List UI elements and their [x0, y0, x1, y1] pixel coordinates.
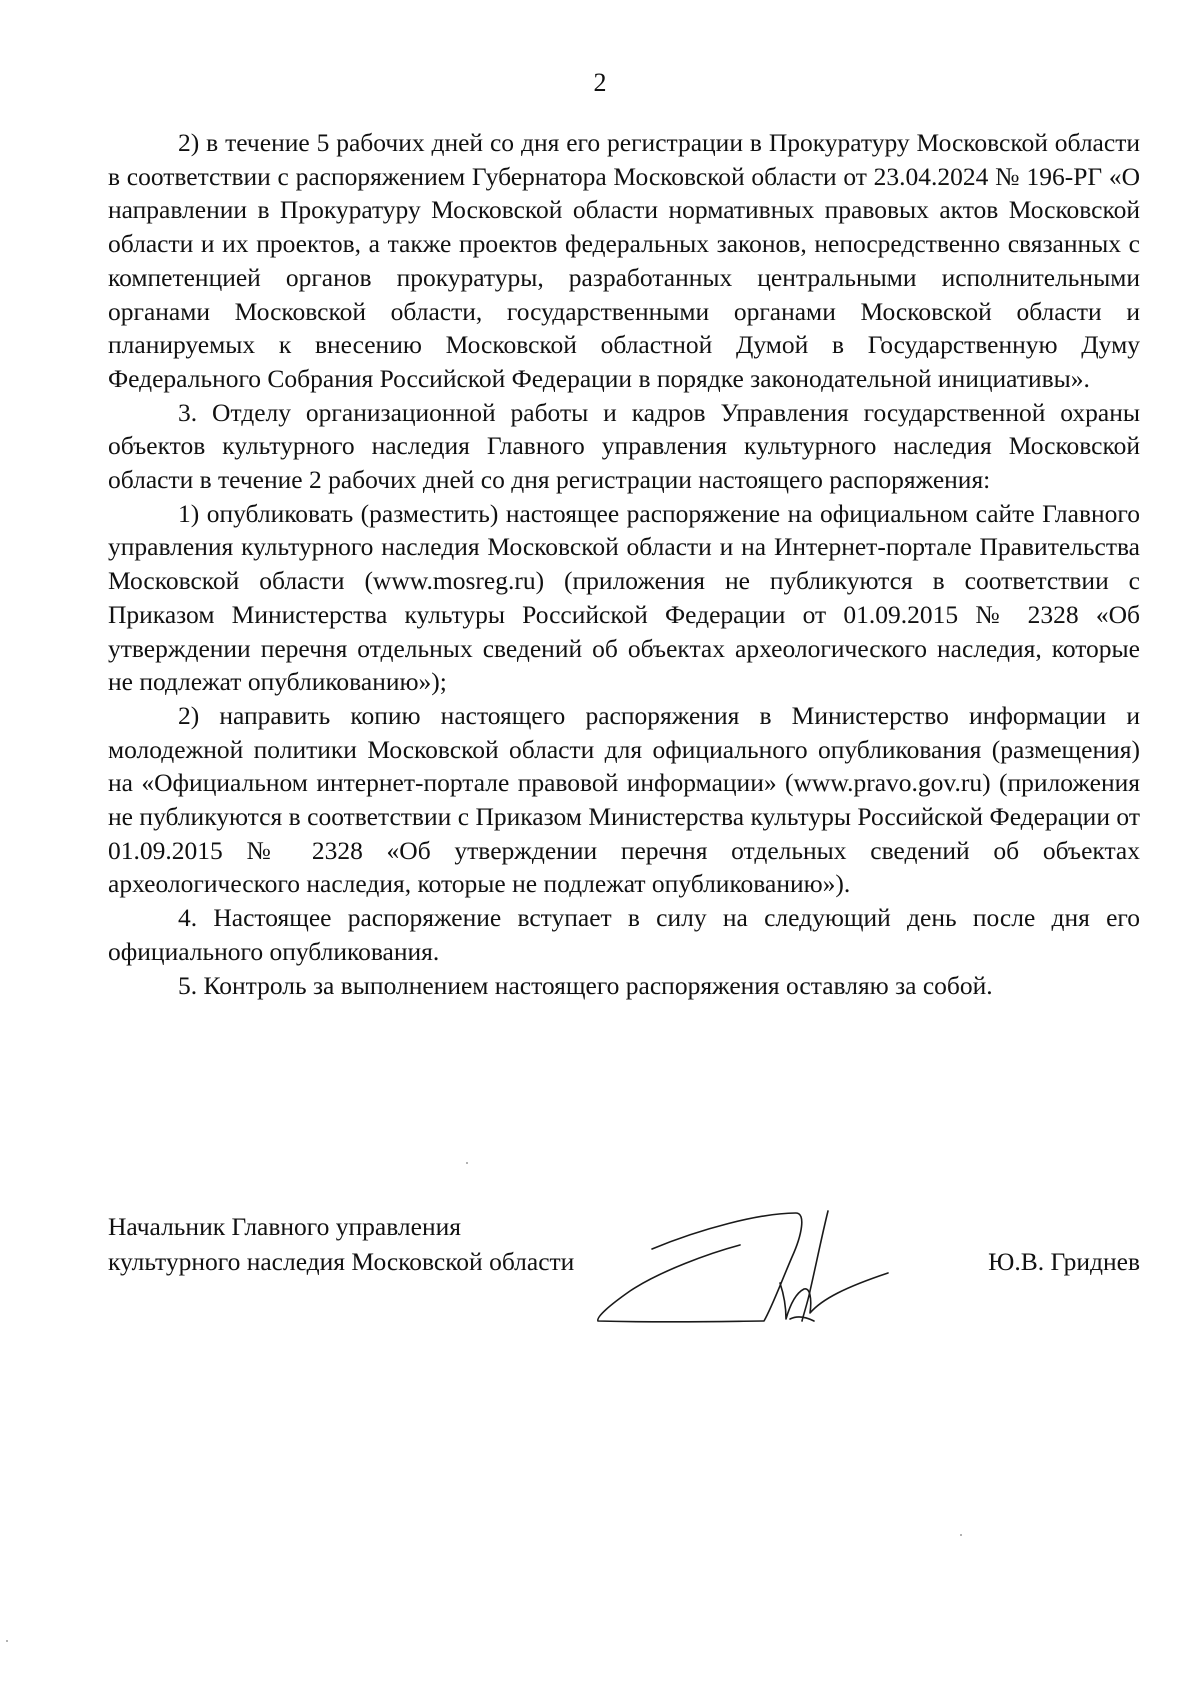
page-number: 2 [593, 68, 607, 97]
scan-dot [6, 1640, 8, 1642]
signatory-name: Ю.В. Гриднев [988, 1247, 1140, 1276]
scan-dot [960, 1534, 962, 1536]
paragraph-item-1-publish: 1) опубликовать (разместить) настоящее распоряжение на официальном сайте Главного управления культурного наследия Московской области и на Интернет-портале Правительства Московской области (www.mosreg.ru) (приложения не публикуются в соответствии с Приказом Министерства культуры Российской Федерации от 01.09.2015 № 2328 «Об утверждении перечня отдельных сведений об объектах археологического наследия, которые не подлежат опубликованию»); [108, 498, 1140, 697]
scan-dot [466, 1162, 468, 1164]
signatory-title-line-1: Начальник Главного управления [108, 1212, 461, 1241]
paragraph-item-2-ministry: 2) направить копию настоящего распоряжения в Министерство информации и молодежной политики Московской области для официального опубликования (размещения) на «Официальном интернет-портале правовой информации» (www.pravo.gov.ru) (приложения не публикуются в соответствии с Приказом Министерства культуры Российской Федерации от 01.09.2015 № 2328 «Об утверждении перечня отдельных сведений об объектах археологического наследия, которые не подлежат опубликованию»). [108, 700, 1140, 899]
paragraph-point-4: 4. Настоящее распоряжение вступает в силу на следующий день после дня его официального опубликования. [108, 903, 1140, 966]
document-body [108, 126, 1140, 1002]
paragraph-item-2-prosecutor: 2) в течение 5 рабочих дней со дня его регистрации в Прокуратуру Московской области в соответствии с распоряжением Губернатора Московской области от 23.04.2024 № 196-РГ «О направлении в Прокуратуру Московской области нормативных правовых актов Московской области и их проектов, а также проектов федеральных законов, непосредственно связанных с компетенцией органов прокуратуры, разработанных центральными исполнительными органами Московской области, государственными органами Московской области и планируемых к внесению Московской областной Думой в Государственную Думу Федерального Собрания Российской Федерации в порядке законодательной инициативы». [108, 128, 1140, 393]
paragraph-point-5: 5. Контроль за выполнением настоящего распоряжения оставляю за собой. [178, 970, 993, 1000]
paragraph-point-3: 3. Отделу организационной работы и кадров Управления государственной охраны объектов культурного наследия Главного управления культурного наследия Московской области в течение 2 рабочих дней со дня регистрации настоящего распоряжения: [108, 397, 1140, 495]
signatory-title [108, 1209, 668, 1279]
signatory-title-line-2: культурного наследия Московской области [108, 1247, 575, 1276]
handwritten-signature [590, 1195, 930, 1335]
